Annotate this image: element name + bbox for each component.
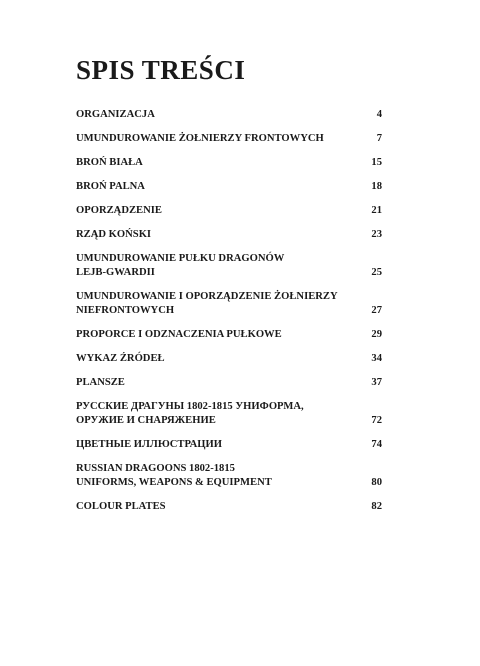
toc-entry-title-line: ОРУЖИЕ И СНАРЯЖЕНИЕ	[76, 415, 216, 426]
toc-entry	[76, 228, 382, 242]
toc-page-number: 37	[371, 377, 382, 388]
toc-entry-title	[76, 500, 364, 514]
toc-entry-title	[76, 462, 364, 490]
toc-entry	[76, 156, 382, 170]
toc-entry-title-line: UMUNDUROWANIE PUŁKU DRAGONÓW	[76, 253, 285, 264]
toc-entry-title-line: ORGANIZACJA	[76, 109, 155, 120]
toc-entry	[76, 290, 382, 318]
toc-entry-title-line: NIEFRONTOWYCH	[76, 305, 175, 316]
toc-entry-title	[76, 108, 364, 122]
toc-entry-title	[76, 252, 364, 280]
toc-entry-title	[76, 132, 364, 146]
toc-page-number: 25	[371, 267, 382, 278]
toc-page-number: 82	[371, 501, 382, 512]
toc-entry-title-line: PROPORCE I ODZNACZENIA PUŁKOWE	[76, 329, 282, 340]
toc-entry	[76, 376, 382, 390]
toc-entry-title	[76, 228, 364, 242]
toc-entry-title	[76, 352, 364, 366]
toc-entry-title-line: RZĄD KOŃSKI	[76, 229, 152, 240]
toc-entry-title	[76, 156, 364, 170]
toc-entry-title-line: COLOUR PLATES	[76, 501, 166, 512]
toc-entry-title-line: РУССКИЕ ДРАГУНЫ 1802-1815 УНИФОРМА,	[76, 401, 304, 412]
toc-entry	[76, 180, 382, 194]
toc-page-number: 4	[376, 109, 382, 120]
toc-page-number: 74	[371, 439, 382, 450]
toc-page-number: 15	[371, 157, 382, 168]
toc-page-number: 34	[371, 353, 382, 364]
toc-entry-title-line: WYKAZ ŹRÓDEŁ	[76, 353, 165, 364]
toc-entry-title-line: BROŃ BIAŁA	[76, 157, 143, 168]
toc-entry-title-line: RUSSIAN DRAGOONS 1802-1815	[76, 463, 235, 474]
toc-entry	[76, 108, 382, 122]
toc-page-number: 21	[371, 205, 382, 216]
toc-entry	[76, 132, 382, 146]
toc-entry	[76, 438, 382, 452]
toc-entry	[76, 352, 382, 366]
toc-entry-title-line: PLANSZE	[76, 377, 125, 388]
toc-entry-title	[76, 376, 364, 390]
toc-entry	[76, 204, 382, 218]
toc-entry	[76, 252, 382, 280]
toc-page-number: 7	[376, 133, 382, 144]
toc-entry-title-line: UMUNDUROWANIE ŻOŁNIERZY FRONTOWYCH	[76, 133, 324, 144]
toc-entry-title	[76, 290, 364, 318]
toc-page-number: 72	[371, 415, 382, 426]
page-title: SPIS TREŚCI	[76, 55, 246, 85]
toc-entry	[76, 462, 382, 490]
toc-entry-title-line: ЦВЕТНЫЕ ИЛЛЮСТРАЦИИ	[76, 439, 222, 450]
toc-page-number: 27	[371, 305, 382, 316]
toc-entry-title-line: UNIFORMS, WEAPONS & EQUIPMENT	[76, 477, 272, 488]
toc-entry-title	[76, 204, 364, 218]
toc-entry	[76, 500, 382, 514]
table-of-contents	[76, 108, 382, 524]
toc-entry	[76, 328, 382, 342]
toc-entry-title	[76, 328, 364, 342]
toc-page-number: 80	[371, 477, 382, 488]
toc-entry-title-line: UMUNDUROWANIE I OPORZĄDZENIE ŻOŁNIERZY	[76, 291, 338, 302]
toc-entry-title	[76, 438, 364, 452]
toc-entry	[76, 400, 382, 428]
toc-page-number: 29	[371, 329, 382, 340]
toc-entry-title	[76, 400, 364, 428]
toc-page-number: 18	[371, 181, 382, 192]
toc-entry-title-line: OPORZĄDZENIE	[76, 205, 162, 216]
toc-entry-title-line: LEJB-GWARDII	[76, 267, 155, 278]
toc-page-number: 23	[371, 229, 382, 240]
toc-entry-title-line: BROŃ PALNA	[76, 181, 145, 192]
toc-entry-title	[76, 180, 364, 194]
